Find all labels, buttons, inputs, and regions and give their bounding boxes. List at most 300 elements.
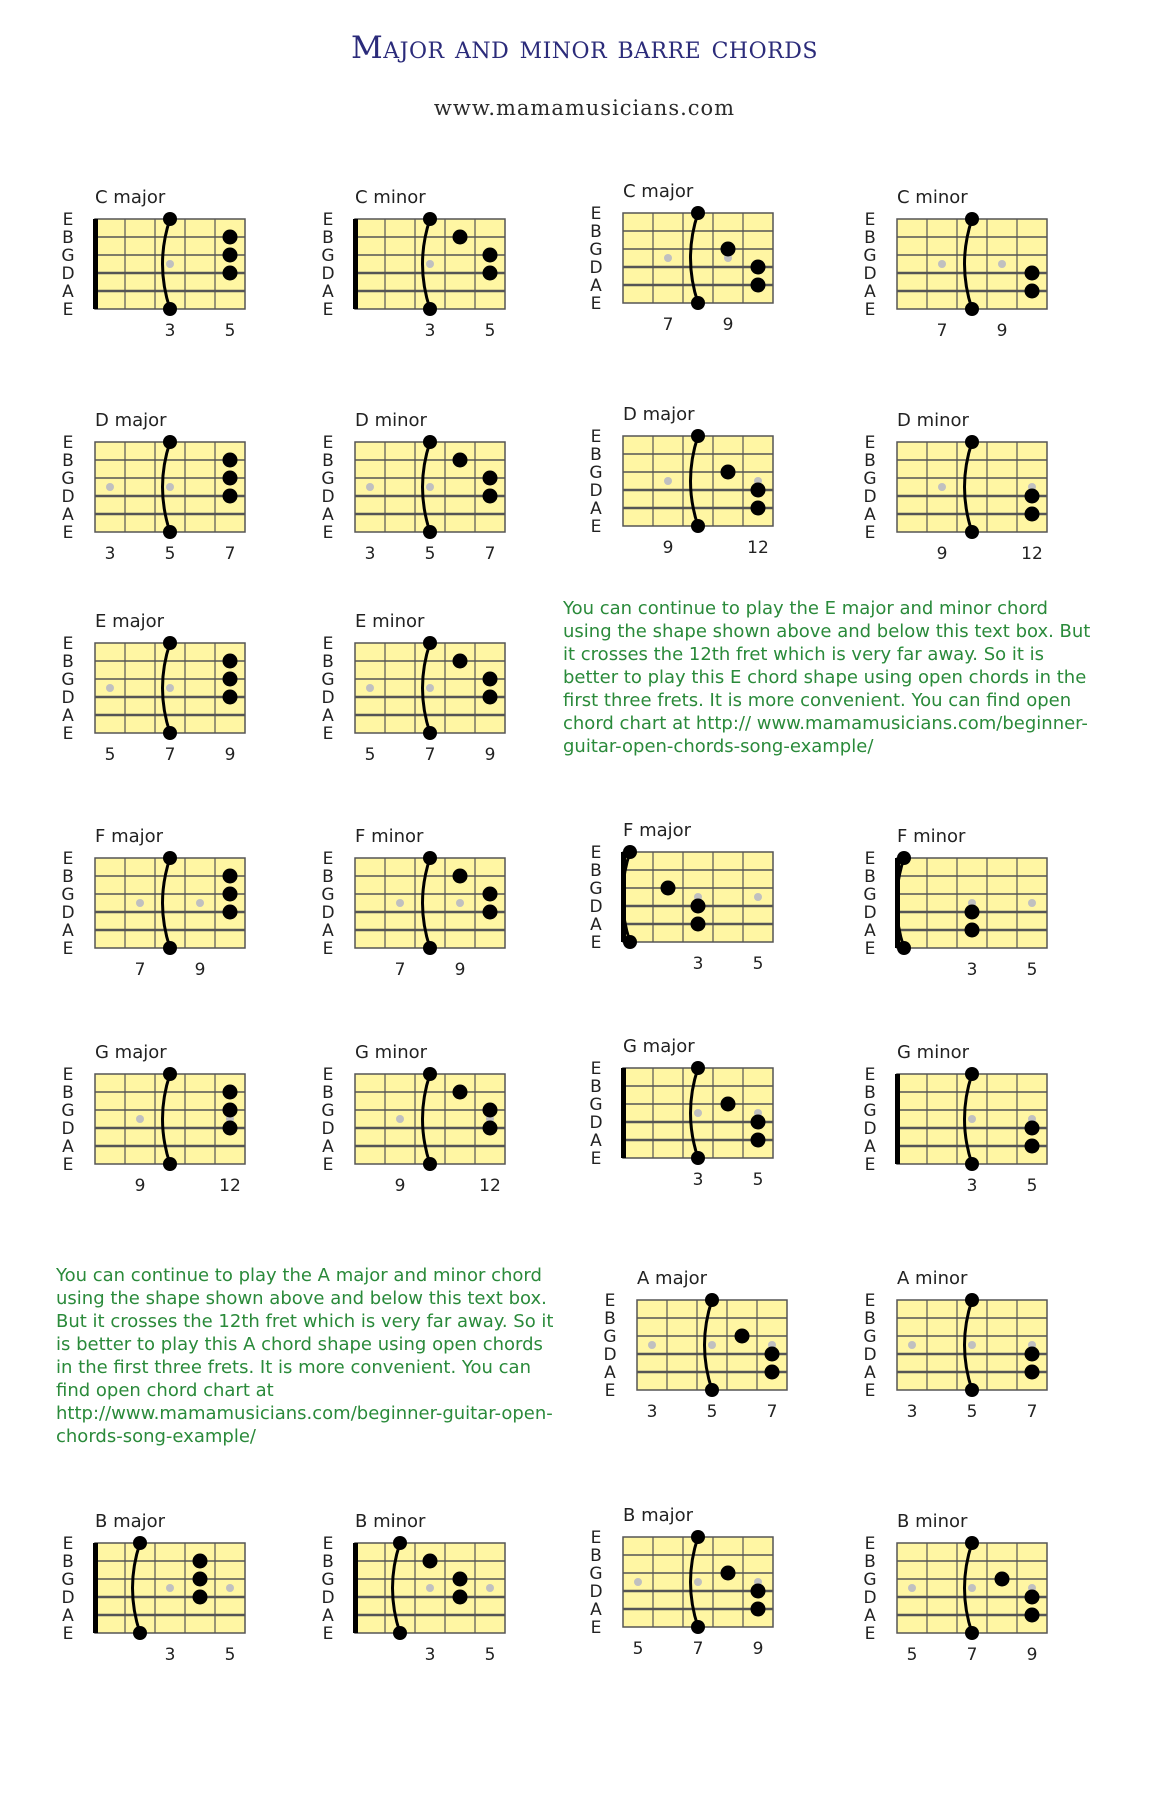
string-label: D	[863, 903, 877, 923]
string-label: D	[863, 264, 877, 284]
barre-dot-bottom	[163, 525, 177, 539]
fret-inlay	[968, 1115, 976, 1123]
barre-dot-top	[691, 1530, 705, 1544]
finger-dot	[423, 1554, 438, 1569]
string-label: B	[322, 867, 334, 887]
fret-number: 5	[484, 321, 496, 341]
barre-dot-bottom	[965, 1383, 979, 1397]
barre-dot-bottom	[163, 941, 177, 955]
barre-dot-bottom	[705, 1383, 719, 1397]
fret-number: 9	[454, 960, 466, 980]
fret-number: 7	[692, 1639, 704, 1659]
string-label: G	[61, 246, 75, 266]
string-label: B	[590, 222, 602, 242]
finger-dot	[453, 1085, 468, 1100]
barre-dot-bottom	[965, 302, 979, 316]
fret-number: 5	[164, 544, 176, 564]
barre-dot-top	[423, 636, 437, 650]
string-label: E	[590, 517, 602, 537]
string-label: E	[62, 433, 74, 453]
chord-diagram	[857, 1260, 1067, 1435]
finger-dot	[483, 672, 498, 687]
fret-number: 9	[752, 1639, 764, 1659]
barre-dot-top	[423, 212, 437, 226]
finger-dot	[193, 1590, 208, 1605]
barre-dot-top	[965, 435, 979, 449]
barre-dot-bottom	[965, 1626, 979, 1640]
fret-inlay	[106, 483, 114, 491]
chord-name: B minor	[897, 1511, 968, 1532]
finger-dot	[483, 1121, 498, 1136]
string-label: D	[863, 1119, 877, 1139]
chord-name: F minor	[897, 826, 966, 847]
fret-inlay	[908, 1341, 916, 1349]
finger-dot	[661, 881, 676, 896]
finger-dot	[193, 1554, 208, 1569]
barre-dot-top	[705, 1293, 719, 1307]
string-label: B	[864, 1083, 876, 1103]
finger-dot	[751, 501, 766, 516]
string-label: B	[62, 1552, 74, 1572]
string-label: D	[61, 264, 75, 284]
string-label: A	[864, 282, 876, 302]
chord-diagram	[315, 179, 525, 354]
string-label: E	[62, 1065, 74, 1085]
string-label: A	[590, 276, 602, 296]
nut	[353, 1543, 358, 1633]
fret-number: 9	[1026, 1645, 1038, 1665]
fret-inlay	[694, 1109, 702, 1117]
fret-number: 3	[164, 321, 176, 341]
chord-diagram	[857, 1034, 1067, 1209]
finger-dot	[751, 260, 766, 275]
string-label: E	[62, 523, 74, 543]
fret-inlay	[456, 899, 464, 907]
chord-diagram	[583, 173, 793, 348]
finger-dot	[751, 278, 766, 293]
finger-dot	[1025, 1365, 1040, 1380]
finger-dot	[721, 465, 736, 480]
barre-dot-bottom	[423, 525, 437, 539]
string-label: D	[589, 1113, 603, 1133]
barre-dot-top	[965, 212, 979, 226]
barre-dot-bottom	[965, 525, 979, 539]
fret-inlay	[426, 260, 434, 268]
chord-name: C minor	[897, 187, 968, 208]
finger-dot	[223, 905, 238, 920]
fret-number: 9	[996, 321, 1008, 341]
fret-number: 3	[364, 544, 376, 564]
string-label: D	[61, 487, 75, 507]
fret-number: 5	[906, 1645, 918, 1665]
barre-dot-bottom	[897, 941, 911, 955]
string-label: E	[322, 1065, 334, 1085]
string-label: B	[62, 228, 74, 248]
string-label: G	[61, 1570, 75, 1590]
finger-dot	[453, 654, 468, 669]
fret-number: 5	[364, 745, 376, 765]
fret-number: 9	[194, 960, 206, 980]
fretboard	[897, 442, 1047, 532]
string-label: E	[62, 939, 74, 959]
string-label: G	[321, 1101, 335, 1121]
string-label: G	[321, 469, 335, 489]
fret-inlay	[426, 684, 434, 692]
string-label: B	[864, 451, 876, 471]
string-label: D	[61, 688, 75, 708]
string-label: A	[864, 1137, 876, 1157]
nut	[353, 219, 358, 309]
string-label: E	[864, 849, 876, 869]
fret-inlay	[634, 1578, 642, 1586]
string-label: A	[322, 505, 334, 525]
chord-name: G major	[623, 1036, 695, 1057]
fret-number: 5	[752, 954, 764, 974]
finger-dot	[1025, 1121, 1040, 1136]
fret-number: 3	[424, 1645, 436, 1665]
string-label: A	[322, 706, 334, 726]
string-label: E	[62, 300, 74, 320]
chord-diagram	[315, 1034, 525, 1209]
fretboard	[897, 219, 1047, 309]
string-label: D	[863, 487, 877, 507]
string-label: G	[321, 246, 335, 266]
string-label: B	[864, 867, 876, 887]
string-label: D	[589, 897, 603, 917]
string-label: B	[864, 1552, 876, 1572]
fret-number: 7	[484, 544, 496, 564]
finger-dot	[223, 230, 238, 245]
chord-name: D major	[95, 410, 167, 431]
fret-inlay	[166, 1584, 174, 1592]
finger-dot	[1025, 489, 1040, 504]
fret-number: 5	[424, 544, 436, 564]
finger-dot	[1025, 1347, 1040, 1362]
string-label: E	[590, 1149, 602, 1169]
chord-name: E major	[95, 611, 165, 632]
string-label: E	[864, 1534, 876, 1554]
fretboard	[95, 858, 245, 948]
fret-inlay	[1028, 899, 1036, 907]
string-label: E	[864, 523, 876, 543]
finger-dot	[453, 1590, 468, 1605]
finger-dot	[453, 869, 468, 884]
string-label: D	[589, 1582, 603, 1602]
string-label: E	[322, 210, 334, 230]
string-label: A	[62, 282, 74, 302]
finger-dot	[223, 1085, 238, 1100]
barre-dot-bottom	[691, 296, 705, 310]
nut	[93, 1543, 98, 1633]
fret-inlay	[136, 1115, 144, 1123]
string-label: G	[863, 885, 877, 905]
chord-diagram	[857, 179, 1067, 354]
fret-inlay	[366, 483, 374, 491]
fret-inlay	[908, 1584, 916, 1592]
string-label: G	[589, 1564, 603, 1584]
finger-dot	[995, 1572, 1010, 1587]
finger-dot	[1025, 1608, 1040, 1623]
string-label: A	[62, 1606, 74, 1626]
barre-dot-bottom	[423, 1157, 437, 1171]
string-label: B	[590, 1077, 602, 1097]
chord-name: F major	[623, 820, 692, 841]
chord-diagram	[857, 818, 1067, 993]
chord-diagram	[55, 818, 265, 993]
chord-diagram	[55, 1503, 265, 1678]
fret-number: 9	[722, 315, 734, 335]
finger-dot	[1025, 1139, 1040, 1154]
chord-diagram	[55, 1034, 265, 1209]
finger-dot	[965, 923, 980, 938]
string-label: E	[590, 1059, 602, 1079]
barre-dot-top	[163, 212, 177, 226]
finger-dot	[751, 1133, 766, 1148]
string-label: E	[864, 1065, 876, 1085]
string-label: G	[863, 1570, 877, 1590]
string-label: G	[321, 885, 335, 905]
fret-number: 9	[936, 544, 948, 564]
barre-dot-bottom	[163, 726, 177, 740]
string-label: G	[863, 1327, 877, 1347]
fret-inlay	[196, 899, 204, 907]
string-label: B	[62, 451, 74, 471]
string-label: E	[62, 849, 74, 869]
fret-number: 5	[1026, 1176, 1038, 1196]
barre-dot-top	[163, 636, 177, 650]
string-label: B	[590, 445, 602, 465]
string-label: D	[321, 487, 335, 507]
finger-dot	[721, 242, 736, 257]
string-label: E	[590, 1528, 602, 1548]
fret-number: 3	[966, 1176, 978, 1196]
string-label: E	[62, 1534, 74, 1554]
string-label: B	[864, 1309, 876, 1329]
barre-dot-bottom	[691, 1620, 705, 1634]
fretboard	[623, 436, 773, 526]
barre-dot-top	[163, 435, 177, 449]
fret-number: 7	[224, 544, 236, 564]
chord-name: A minor	[897, 1268, 968, 1289]
fret-number: 3	[164, 1645, 176, 1665]
string-label: E	[590, 933, 602, 953]
string-label: E	[322, 433, 334, 453]
string-label: E	[62, 1155, 74, 1175]
barre-dot-bottom	[423, 726, 437, 740]
string-label: E	[62, 210, 74, 230]
finger-dot	[223, 266, 238, 281]
chord-name: C minor	[355, 187, 426, 208]
string-label: E	[864, 1155, 876, 1175]
fret-number: 7	[1026, 1402, 1038, 1422]
string-label: E	[322, 1534, 334, 1554]
fret-number: 7	[164, 745, 176, 765]
string-label: G	[61, 885, 75, 905]
fret-number: 5	[1026, 960, 1038, 980]
string-label: D	[863, 1588, 877, 1608]
string-label: A	[590, 1131, 602, 1151]
string-label: B	[322, 228, 334, 248]
string-label: D	[603, 1345, 617, 1365]
string-label: A	[604, 1363, 616, 1383]
string-label: B	[322, 652, 334, 672]
string-label: B	[62, 1083, 74, 1103]
fret-number: 7	[394, 960, 406, 980]
website-url[interactable]: www.mamamusicians.com	[433, 96, 736, 120]
string-label: E	[322, 634, 334, 654]
finger-dot	[483, 690, 498, 705]
finger-dot	[1025, 266, 1040, 281]
string-label: G	[603, 1327, 617, 1347]
chord-diagram	[55, 402, 265, 577]
fret-number: 5	[632, 1639, 644, 1659]
fret-inlay	[396, 1115, 404, 1123]
barre-dot-top	[163, 851, 177, 865]
barre-dot-bottom	[163, 302, 177, 316]
string-label: E	[864, 433, 876, 453]
string-label: A	[62, 505, 74, 525]
string-label: D	[321, 1588, 335, 1608]
string-label: E	[62, 724, 74, 744]
finger-dot	[721, 1097, 736, 1112]
chord-name: F minor	[355, 826, 424, 847]
string-label: E	[864, 939, 876, 959]
fretboard	[355, 858, 505, 948]
fret-number: 5	[752, 1170, 764, 1190]
fret-number: 7	[966, 1645, 978, 1665]
finger-dot	[453, 453, 468, 468]
barre-dot-top	[133, 1536, 147, 1550]
chord-diagram	[857, 402, 1067, 577]
finger-dot	[223, 1103, 238, 1118]
fret-inlay	[226, 1584, 234, 1592]
barre-dot-bottom	[163, 1157, 177, 1171]
fret-inlay	[486, 1584, 494, 1592]
finger-dot	[483, 905, 498, 920]
chord-name: A major	[637, 1268, 708, 1289]
string-label: G	[61, 670, 75, 690]
finger-dot	[223, 489, 238, 504]
string-label: B	[590, 1546, 602, 1566]
string-label: B	[864, 228, 876, 248]
string-label: A	[62, 706, 74, 726]
fret-number: 5	[224, 1645, 236, 1665]
fret-inlay	[166, 684, 174, 692]
chord-diagram	[315, 603, 525, 778]
fret-number: 3	[906, 1402, 918, 1422]
finger-dot	[1025, 284, 1040, 299]
string-label: E	[864, 1291, 876, 1311]
string-label: G	[61, 1101, 75, 1121]
string-label: G	[589, 879, 603, 899]
fret-inlay	[366, 684, 374, 692]
barre-dot-bottom	[393, 1626, 407, 1640]
string-label: A	[322, 1137, 334, 1157]
string-label: E	[604, 1381, 616, 1401]
string-label: A	[864, 921, 876, 941]
string-label: E	[864, 210, 876, 230]
string-label: G	[589, 1095, 603, 1115]
fret-number: 12	[219, 1176, 241, 1196]
fret-inlay	[396, 899, 404, 907]
fret-number: 7	[662, 315, 674, 335]
fret-inlay	[754, 893, 762, 901]
finger-dot	[223, 887, 238, 902]
string-label: E	[864, 1624, 876, 1644]
barre-dot-bottom	[423, 941, 437, 955]
string-label: B	[62, 652, 74, 672]
finger-dot	[765, 1347, 780, 1362]
finger-dot	[965, 905, 980, 920]
nut	[93, 219, 98, 309]
chord-diagram	[583, 396, 793, 571]
string-label: G	[589, 463, 603, 483]
finger-dot	[483, 1103, 498, 1118]
fret-number: 5	[706, 1402, 718, 1422]
string-label: E	[590, 294, 602, 314]
string-label: A	[590, 1600, 602, 1620]
string-label: D	[863, 1345, 877, 1365]
string-label: D	[61, 1119, 75, 1139]
finger-dot	[483, 489, 498, 504]
chord-diagram	[55, 603, 265, 778]
string-label: A	[864, 505, 876, 525]
fret-inlay	[166, 260, 174, 268]
finger-dot	[751, 483, 766, 498]
chord-diagram	[315, 818, 525, 993]
string-label: G	[863, 1101, 877, 1121]
string-label: A	[62, 1137, 74, 1157]
barre-dot-top	[965, 1067, 979, 1081]
fret-inlay	[664, 254, 672, 262]
finger-dot	[223, 654, 238, 669]
string-label: E	[590, 204, 602, 224]
chord-diagram	[857, 1503, 1067, 1678]
string-label: A	[864, 1606, 876, 1626]
string-label: E	[864, 1381, 876, 1401]
finger-dot	[483, 471, 498, 486]
fret-inlay	[694, 1578, 702, 1586]
fret-number: 5	[224, 321, 236, 341]
string-label: B	[590, 861, 602, 881]
fretboard	[623, 213, 773, 303]
chord-name: G major	[95, 1042, 167, 1063]
fret-number: 12	[479, 1176, 501, 1196]
chord-name: C major	[623, 181, 694, 202]
barre-dot-bottom	[623, 935, 637, 949]
chord-name: B minor	[355, 1511, 426, 1532]
chord-name: E minor	[355, 611, 425, 632]
string-label: E	[62, 1624, 74, 1644]
finger-dot	[223, 1121, 238, 1136]
nut	[895, 1074, 900, 1164]
string-label: E	[604, 1291, 616, 1311]
fret-number: 3	[104, 544, 116, 564]
page-title: Major and minor barre chords	[351, 30, 818, 66]
fret-number: 5	[484, 1645, 496, 1665]
string-label: B	[322, 1083, 334, 1103]
string-label: A	[322, 921, 334, 941]
string-label: A	[590, 915, 602, 935]
finger-dot	[483, 266, 498, 281]
string-label: D	[61, 1588, 75, 1608]
fret-number: 12	[1021, 544, 1043, 564]
string-label: E	[322, 849, 334, 869]
string-label: D	[321, 1119, 335, 1139]
chord-name: D minor	[355, 410, 427, 431]
fret-number: 9	[484, 745, 496, 765]
fretboard	[95, 1074, 245, 1164]
